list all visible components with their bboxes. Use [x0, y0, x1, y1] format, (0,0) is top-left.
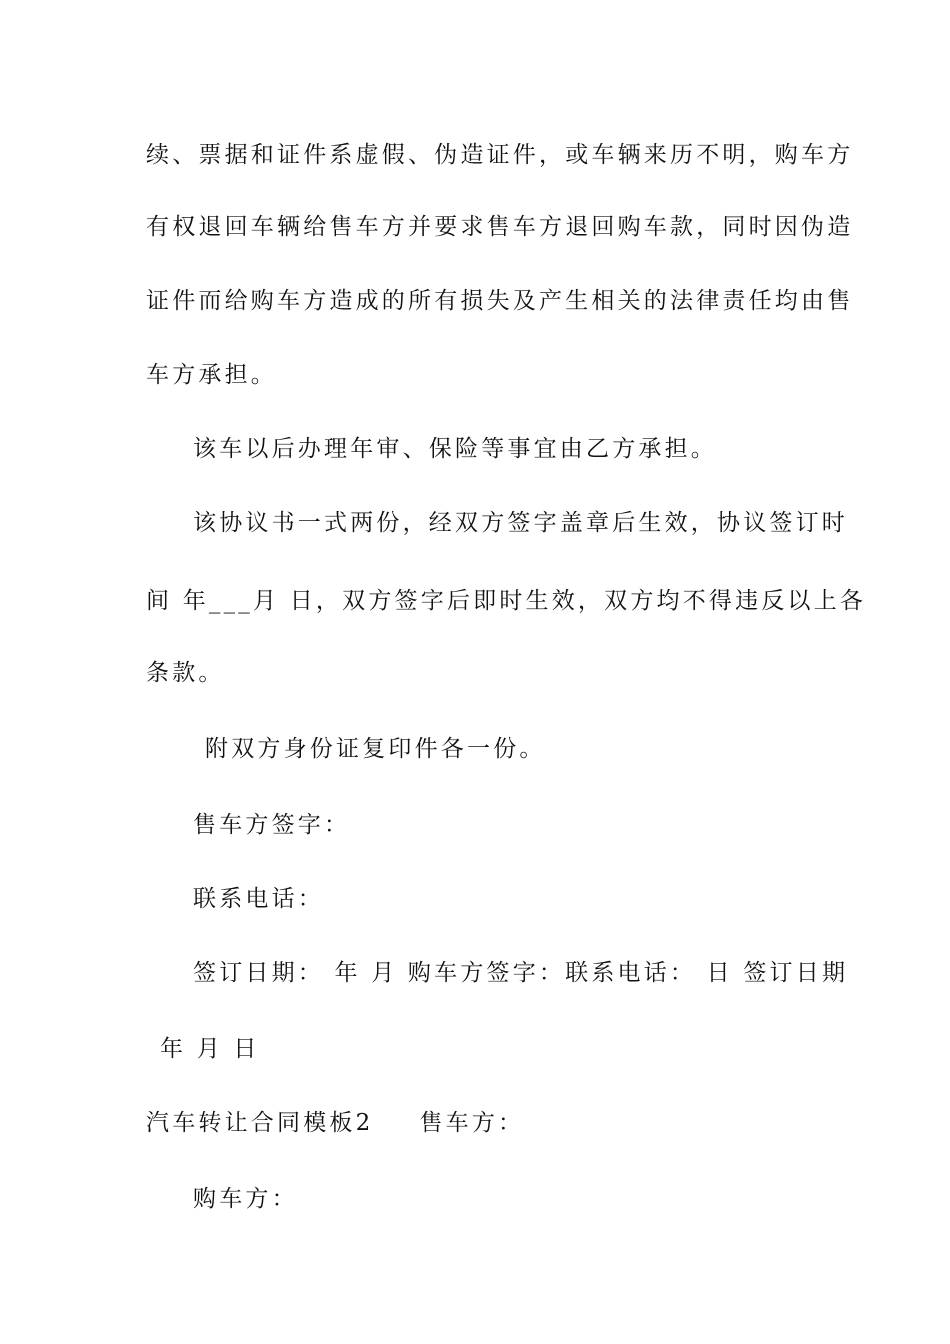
- paragraph-agreement-line-2: 间 年___月 日，双方签字后即时生效，双方均不得违反以上各: [146, 588, 867, 614]
- contract-heading-line: [146, 1108, 811, 1138]
- seller-label: 售车方：: [419, 1110, 525, 1136]
- paragraph-line-4: 车方承担。: [146, 362, 277, 388]
- paragraph-agreement-line-3: 条款。: [146, 660, 225, 686]
- contact-phone-label: 联系电话：: [193, 886, 324, 912]
- seller-signature-label: 售车方签字：: [193, 812, 351, 838]
- paragraph-line-3: 证件而给购车方造成的所有损失及产生相关的法律责任均由售: [146, 288, 854, 314]
- signing-date-line: 签订日期： 年 月 购车方签字：联系电话： 日 签订日期: [193, 960, 849, 986]
- paragraph-annual-inspection: 该车以后办理年审、保险等事宜由乙方承担。: [193, 436, 717, 462]
- contract-title: 汽车转让合同模板2: [146, 1110, 374, 1136]
- buyer-label: 购车方：: [193, 1186, 298, 1212]
- paragraph-line-2: 有权退回车辆给售车方并要求售车方退回购车款，同时因伪造: [146, 214, 854, 240]
- paragraph-agreement-line-1: 该协议书一式两份，经双方签字盖章后生效，协议签订时: [193, 510, 848, 536]
- paragraph-line-1: 续、票据和证件系虚假、伪造证件，或车辆来历不明，购车方: [146, 142, 854, 168]
- attachment-note: 附双方身份证复印件各一份。: [205, 736, 546, 762]
- date-line: 年 月 日: [160, 1036, 260, 1062]
